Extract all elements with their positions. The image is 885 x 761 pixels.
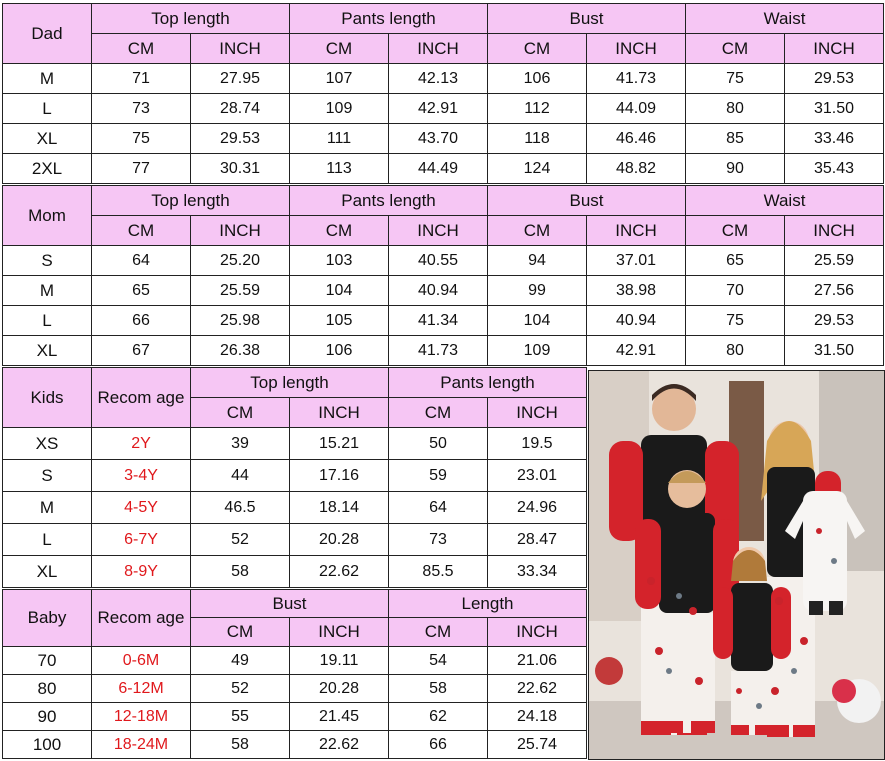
dad-label: Dad [3, 4, 92, 64]
value-cell: 22.62 [488, 675, 587, 703]
table-row [3, 124, 884, 154]
family-pajamas-photo [588, 370, 885, 760]
kids-size-table [2, 367, 587, 588]
value-cell: 75 [686, 64, 785, 94]
kids-group-top-length: Top length [191, 368, 389, 398]
value-cell: 29.53 [785, 306, 884, 336]
kids-group-pants-length: Pants length [389, 368, 587, 398]
value-cell: 20.28 [290, 524, 389, 556]
value-cell: 52 [191, 524, 290, 556]
table-row [3, 460, 587, 492]
unit-cell: INCH [587, 216, 686, 246]
mom-group-top-length: Top length [92, 186, 290, 216]
age-cell: 6-7Y [92, 524, 191, 556]
value-cell: 107 [290, 64, 389, 94]
unit-cell: INCH [785, 216, 884, 246]
value-cell: 85 [686, 124, 785, 154]
size-cell: XL [3, 336, 92, 366]
value-cell: 30.31 [191, 154, 290, 184]
size-cell: 70 [3, 647, 92, 675]
unit-cell: INCH [587, 34, 686, 64]
value-cell: 25.20 [191, 246, 290, 276]
unit-cell: INCH [389, 216, 488, 246]
unit-cell: INCH [488, 398, 587, 428]
age-cell: 2Y [92, 428, 191, 460]
family-illustration [589, 371, 884, 759]
value-cell: 42.91 [389, 94, 488, 124]
mom-label: Mom [3, 186, 92, 246]
value-cell: 19.11 [290, 647, 389, 675]
size-cell: M [3, 276, 92, 306]
table-row [3, 556, 587, 588]
value-cell: 65 [92, 276, 191, 306]
size-cell: 2XL [3, 154, 92, 184]
table-row [3, 731, 587, 759]
value-cell: 73 [92, 94, 191, 124]
value-cell: 66 [389, 731, 488, 759]
value-cell: 49 [191, 647, 290, 675]
value-cell: 109 [488, 336, 587, 366]
mom-group-waist: Waist [686, 186, 884, 216]
value-cell: 75 [686, 306, 785, 336]
baby-group-bust: Bust [191, 590, 389, 618]
size-cell: L [3, 524, 92, 556]
table-row [3, 276, 884, 306]
age-cell: 3-4Y [92, 460, 191, 492]
value-cell: 112 [488, 94, 587, 124]
value-cell: 41.73 [389, 336, 488, 366]
unit-cell: INCH [785, 34, 884, 64]
table-row [3, 246, 884, 276]
kids-label: Kids [3, 368, 92, 428]
dad-units-row [3, 34, 884, 64]
baby-size-table [2, 589, 587, 759]
value-cell: 25.59 [785, 246, 884, 276]
value-cell: 64 [92, 246, 191, 276]
age-cell: 8-9Y [92, 556, 191, 588]
value-cell: 52 [191, 675, 290, 703]
value-cell: 35.43 [785, 154, 884, 184]
age-cell: 18-24M [92, 731, 191, 759]
value-cell: 40.94 [389, 276, 488, 306]
baby-label: Baby [3, 590, 92, 647]
value-cell: 26.38 [191, 336, 290, 366]
unit-cell: CM [488, 34, 587, 64]
unit-cell: CM [686, 34, 785, 64]
mom-group-pants-length: Pants length [290, 186, 488, 216]
value-cell: 113 [290, 154, 389, 184]
table-row [3, 675, 587, 703]
value-cell: 15.21 [290, 428, 389, 460]
unit-cell: CM [389, 398, 488, 428]
value-cell: 62 [389, 703, 488, 731]
size-cell: XS [3, 428, 92, 460]
mom-size-table [2, 185, 884, 366]
table-row [3, 154, 884, 184]
value-cell: 41.73 [587, 64, 686, 94]
size-cell: 100 [3, 731, 92, 759]
value-cell: 41.34 [389, 306, 488, 336]
value-cell: 111 [290, 124, 389, 154]
table-row [3, 703, 587, 731]
value-cell: 67 [92, 336, 191, 366]
value-cell: 27.95 [191, 64, 290, 94]
unit-cell: INCH [191, 34, 290, 64]
unit-cell: CM [290, 216, 389, 246]
value-cell: 44.49 [389, 154, 488, 184]
value-cell: 46.5 [191, 492, 290, 524]
table-row [3, 428, 587, 460]
dad-group-waist: Waist [686, 4, 884, 34]
table-row [3, 336, 884, 366]
unit-cell: CM [488, 216, 587, 246]
unit-cell: CM [191, 618, 290, 647]
value-cell: 106 [290, 336, 389, 366]
value-cell: 17.16 [290, 460, 389, 492]
value-cell: 58 [389, 675, 488, 703]
size-cell: S [3, 246, 92, 276]
unit-cell: CM [92, 34, 191, 64]
value-cell: 90 [686, 154, 785, 184]
value-cell: 38.98 [587, 276, 686, 306]
value-cell: 21.06 [488, 647, 587, 675]
unit-cell: CM [389, 618, 488, 647]
value-cell: 46.46 [587, 124, 686, 154]
value-cell: 99 [488, 276, 587, 306]
value-cell: 58 [191, 731, 290, 759]
value-cell: 104 [488, 306, 587, 336]
value-cell: 24.18 [488, 703, 587, 731]
age-cell: 0-6M [92, 647, 191, 675]
value-cell: 118 [488, 124, 587, 154]
value-cell: 19.5 [488, 428, 587, 460]
value-cell: 39 [191, 428, 290, 460]
dad-group-bust: Bust [488, 4, 686, 34]
size-cell: XL [3, 124, 92, 154]
value-cell: 31.50 [785, 94, 884, 124]
value-cell: 106 [488, 64, 587, 94]
value-cell: 20.28 [290, 675, 389, 703]
value-cell: 25.74 [488, 731, 587, 759]
dad-size-table [2, 3, 884, 184]
unit-cell: INCH [488, 618, 587, 647]
baby-age-label: Recom age [92, 590, 191, 647]
value-cell: 55 [191, 703, 290, 731]
value-cell: 109 [290, 94, 389, 124]
table-row [3, 524, 587, 556]
size-cell: L [3, 94, 92, 124]
value-cell: 28.74 [191, 94, 290, 124]
value-cell: 42.13 [389, 64, 488, 94]
value-cell: 23.01 [488, 460, 587, 492]
mom-group-bust: Bust [488, 186, 686, 216]
value-cell: 22.62 [290, 556, 389, 588]
size-cell: L [3, 306, 92, 336]
value-cell: 48.82 [587, 154, 686, 184]
value-cell: 80 [686, 94, 785, 124]
value-cell: 70 [686, 276, 785, 306]
value-cell: 64 [389, 492, 488, 524]
age-cell: 12-18M [92, 703, 191, 731]
value-cell: 103 [290, 246, 389, 276]
unit-cell: CM [686, 216, 785, 246]
value-cell: 18.14 [290, 492, 389, 524]
dad-group-top-length: Top length [92, 4, 290, 34]
value-cell: 37.01 [587, 246, 686, 276]
size-cell: S [3, 460, 92, 492]
value-cell: 80 [686, 336, 785, 366]
table-row [3, 306, 884, 336]
size-cell: M [3, 64, 92, 94]
value-cell: 40.55 [389, 246, 488, 276]
age-cell: 6-12M [92, 675, 191, 703]
age-cell: 4-5Y [92, 492, 191, 524]
kids-age-label: Recom age [92, 368, 191, 428]
value-cell: 28.47 [488, 524, 587, 556]
value-cell: 42.91 [587, 336, 686, 366]
size-cell: 90 [3, 703, 92, 731]
unit-cell: CM [290, 34, 389, 64]
value-cell: 44.09 [587, 94, 686, 124]
value-cell: 50 [389, 428, 488, 460]
value-cell: 65 [686, 246, 785, 276]
value-cell: 21.45 [290, 703, 389, 731]
baby-group-length: Length [389, 590, 587, 618]
value-cell: 66 [92, 306, 191, 336]
unit-cell: CM [191, 398, 290, 428]
value-cell: 44 [191, 460, 290, 492]
value-cell: 104 [290, 276, 389, 306]
table-row [3, 492, 587, 524]
value-cell: 94 [488, 246, 587, 276]
value-cell: 105 [290, 306, 389, 336]
value-cell: 77 [92, 154, 191, 184]
value-cell: 29.53 [191, 124, 290, 154]
value-cell: 124 [488, 154, 587, 184]
unit-cell: INCH [389, 34, 488, 64]
mom-units-row [3, 216, 884, 246]
dad-group-pants-length: Pants length [290, 4, 488, 34]
unit-cell: INCH [290, 398, 389, 428]
table-row [3, 94, 884, 124]
value-cell: 22.62 [290, 731, 389, 759]
value-cell: 85.5 [389, 556, 488, 588]
value-cell: 27.56 [785, 276, 884, 306]
unit-cell: CM [92, 216, 191, 246]
unit-cell: INCH [191, 216, 290, 246]
value-cell: 71 [92, 64, 191, 94]
size-cell: 80 [3, 675, 92, 703]
value-cell: 29.53 [785, 64, 884, 94]
value-cell: 31.50 [785, 336, 884, 366]
value-cell: 54 [389, 647, 488, 675]
table-row [3, 647, 587, 675]
value-cell: 33.34 [488, 556, 587, 588]
value-cell: 25.59 [191, 276, 290, 306]
value-cell: 59 [389, 460, 488, 492]
value-cell: 40.94 [587, 306, 686, 336]
value-cell: 75 [92, 124, 191, 154]
size-cell: M [3, 492, 92, 524]
size-cell: XL [3, 556, 92, 588]
unit-cell: INCH [290, 618, 389, 647]
value-cell: 58 [191, 556, 290, 588]
value-cell: 43.70 [389, 124, 488, 154]
value-cell: 25.98 [191, 306, 290, 336]
value-cell: 24.96 [488, 492, 587, 524]
value-cell: 73 [389, 524, 488, 556]
value-cell: 33.46 [785, 124, 884, 154]
table-row [3, 64, 884, 94]
